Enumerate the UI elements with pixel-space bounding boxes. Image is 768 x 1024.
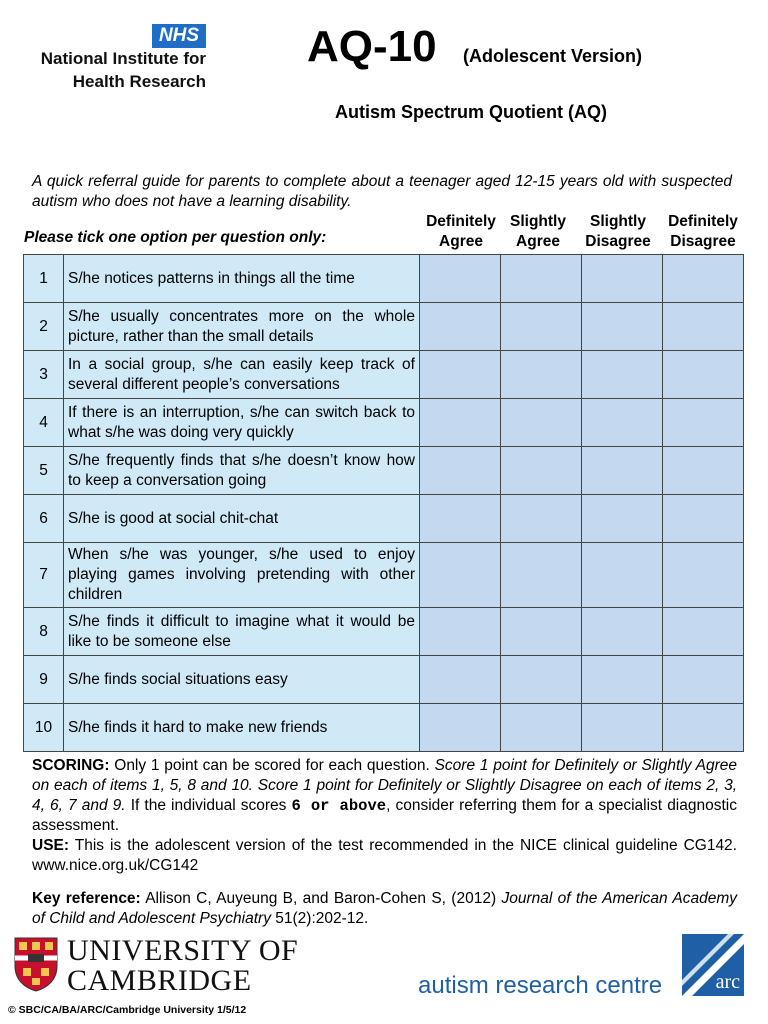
tick-box-slightly-disagree[interactable]	[582, 543, 663, 608]
journal-name: Journal of the American Academy of Child and Adolescent Psychiatry	[32, 890, 737, 927]
question-text: When s/he was younger, s/he used to enjoy playing games involving pretending with other children	[64, 543, 420, 608]
table-row	[24, 303, 744, 351]
tick-box-definitely-disagree[interactable]	[663, 608, 744, 656]
tick-box-slightly-agree[interactable]	[501, 656, 582, 704]
tick-box-definitely-agree[interactable]	[420, 447, 501, 495]
tick-box-definitely-agree[interactable]	[420, 608, 501, 656]
tick-box-definitely-agree[interactable]	[420, 543, 501, 608]
question-text: S/he finds it hard to make new friends	[64, 704, 420, 752]
tick-box-definitely-disagree[interactable]	[663, 447, 744, 495]
tick-box-definitely-disagree[interactable]	[663, 255, 744, 303]
tick-box-definitely-disagree[interactable]	[663, 543, 744, 608]
table-row	[24, 704, 744, 752]
question-text: S/he usually concentrates more on the whole picture, rather than the small details	[64, 303, 420, 351]
tick-box-definitely-disagree[interactable]	[663, 495, 744, 543]
scoring-rule: Score 1 point for Definitely or Slightly Agree on each of items 1, 5, 8 and 10. Score 1 point for Definitely or Slightly Disagree on each of items 2, 3, 4, 6, 7 and 9.	[32, 757, 737, 814]
tick-box-definitely-agree[interactable]	[420, 656, 501, 704]
question-number: 2	[24, 303, 64, 351]
tick-box-slightly-agree[interactable]	[501, 399, 582, 447]
column-header-definitely-agree: Definitely Agree	[426, 213, 496, 250]
question-text: In a social group, s/he can easily keep track of several different people’s conversations	[64, 351, 420, 399]
tick-box-slightly-disagree[interactable]	[582, 608, 663, 656]
tick-box-slightly-disagree[interactable]	[582, 704, 663, 752]
table-row	[24, 608, 744, 656]
page-title: AQ-10	[307, 22, 437, 71]
page-subtitle: (Adolescent Version)	[463, 46, 643, 66]
tick-box-definitely-agree[interactable]	[420, 399, 501, 447]
tick-box-slightly-agree[interactable]	[501, 543, 582, 608]
cambridge-crest-icon	[13, 936, 59, 992]
tick-box-definitely-agree[interactable]	[420, 255, 501, 303]
question-number: 10	[24, 704, 64, 752]
question-number: 3	[24, 351, 64, 399]
tick-box-definitely-disagree[interactable]	[663, 656, 744, 704]
copyright: © SBC/CA/BA/ARC/Cambridge University 1/5/12	[8, 1004, 247, 1016]
cambridge-name: UNIVERSITY OF CAMBRIDGE	[67, 934, 299, 997]
tick-box-definitely-disagree[interactable]	[663, 351, 744, 399]
question-text: S/he frequently finds that s/he doesn’t know how to keep a conversation going	[64, 447, 420, 495]
tick-box-slightly-disagree[interactable]	[582, 255, 663, 303]
table-row	[24, 351, 744, 399]
question-number: 9	[24, 656, 64, 704]
arc-name: autism research centre	[418, 972, 663, 999]
column-header-definitely-disagree: Definitely Disagree	[668, 213, 738, 250]
question-number: 6	[24, 495, 64, 543]
questions-table	[23, 254, 744, 752]
tick-box-slightly-agree[interactable]	[501, 351, 582, 399]
instruction-text: Please tick one option per question only:	[24, 229, 327, 246]
page-subheading: Autism Spectrum Quotient (AQ)	[335, 102, 608, 122]
tick-box-slightly-disagree[interactable]	[582, 447, 663, 495]
question-number: 4	[24, 399, 64, 447]
question-number: 8	[24, 608, 64, 656]
tick-box-slightly-agree[interactable]	[501, 303, 582, 351]
question-text: S/he is good at social chit-chat	[64, 495, 420, 543]
question-text: If there is an interruption, s/he can switch back to what s/he was doing very quickly	[64, 399, 420, 447]
tick-box-slightly-disagree[interactable]	[582, 303, 663, 351]
tick-box-definitely-agree[interactable]	[420, 704, 501, 752]
table-row	[24, 255, 744, 303]
tick-box-slightly-disagree[interactable]	[582, 399, 663, 447]
intro-text: A quick referral guide for parents to complete about a teenager aged 12-15 years old with suspected autism who does not have a learning disability.	[32, 173, 732, 210]
question-text: S/he notices patterns in things all the time	[64, 255, 420, 303]
question-number: 1	[24, 255, 64, 303]
table-row	[24, 399, 744, 447]
column-header-slightly-disagree: Slightly Disagree	[585, 213, 651, 250]
tick-box-definitely-agree[interactable]	[420, 351, 501, 399]
key-reference: Key reference: Allison C, Auyeung B, and Baron-Cohen S, (2012) Journal of the American Academy of Child and Adolescent Psychiatry 51(2):202-12.	[32, 890, 737, 927]
arc-logo	[682, 934, 744, 996]
tick-box-slightly-agree[interactable]	[501, 608, 582, 656]
tick-box-slightly-disagree[interactable]	[582, 656, 663, 704]
tick-box-slightly-disagree[interactable]	[582, 495, 663, 543]
question-number: 7	[24, 543, 64, 608]
tick-box-definitely-agree[interactable]	[420, 303, 501, 351]
question-text: S/he finds it difficult to imagine what it would be like to be someone else	[64, 608, 420, 656]
scoring-section: SCORING: Only 1 point can be scored for each question. Score 1 point for Definitely or Slightly Agree on each of items 1, 5, 8 and 10. Score 1 point for Definitely or Slightly Disagree on each of items 2, 3, 4, 6, 7 and 9. If the individual scores 6 or above, consider referring them for a specialist diagnostic assessment. USE: This is the adolescent version of the test recommended in the NICE clinical guideline CG142. www.nice.org.uk/CG142	[32, 757, 737, 874]
tick-box-slightly-agree[interactable]	[501, 495, 582, 543]
table-row	[24, 543, 744, 608]
nihr-name-line1: National Institute for	[40, 49, 206, 68]
reference-label: Key reference:	[32, 890, 141, 907]
column-header-slightly-agree: Slightly Agree	[510, 213, 566, 250]
tick-box-definitely-disagree[interactable]	[663, 303, 744, 351]
tick-box-slightly-agree[interactable]	[501, 447, 582, 495]
tick-box-definitely-disagree[interactable]	[663, 399, 744, 447]
use-label: USE:	[32, 837, 70, 854]
nhs-logo: NHS	[152, 24, 206, 48]
tick-box-slightly-disagree[interactable]	[582, 351, 663, 399]
tick-box-definitely-disagree[interactable]	[663, 704, 744, 752]
scoring-threshold: 6 or above	[291, 797, 387, 815]
tick-box-slightly-agree[interactable]	[501, 704, 582, 752]
table-row	[24, 656, 744, 704]
tick-box-definitely-agree[interactable]	[420, 495, 501, 543]
table-row	[24, 495, 744, 543]
question-number: 5	[24, 447, 64, 495]
arc-logo-text: arc	[715, 971, 740, 993]
question-text: S/he finds social situations easy	[64, 656, 420, 704]
nihr-name-line2: Health Research	[72, 72, 206, 91]
table-row	[24, 447, 744, 495]
use-section: USE: This is the adolescent version of the test recommended in the NICE clinical guideline CG142. www.nice.org.uk/CG142	[32, 837, 737, 874]
scoring-label: SCORING:	[32, 757, 110, 774]
tick-box-slightly-agree[interactable]	[501, 255, 582, 303]
